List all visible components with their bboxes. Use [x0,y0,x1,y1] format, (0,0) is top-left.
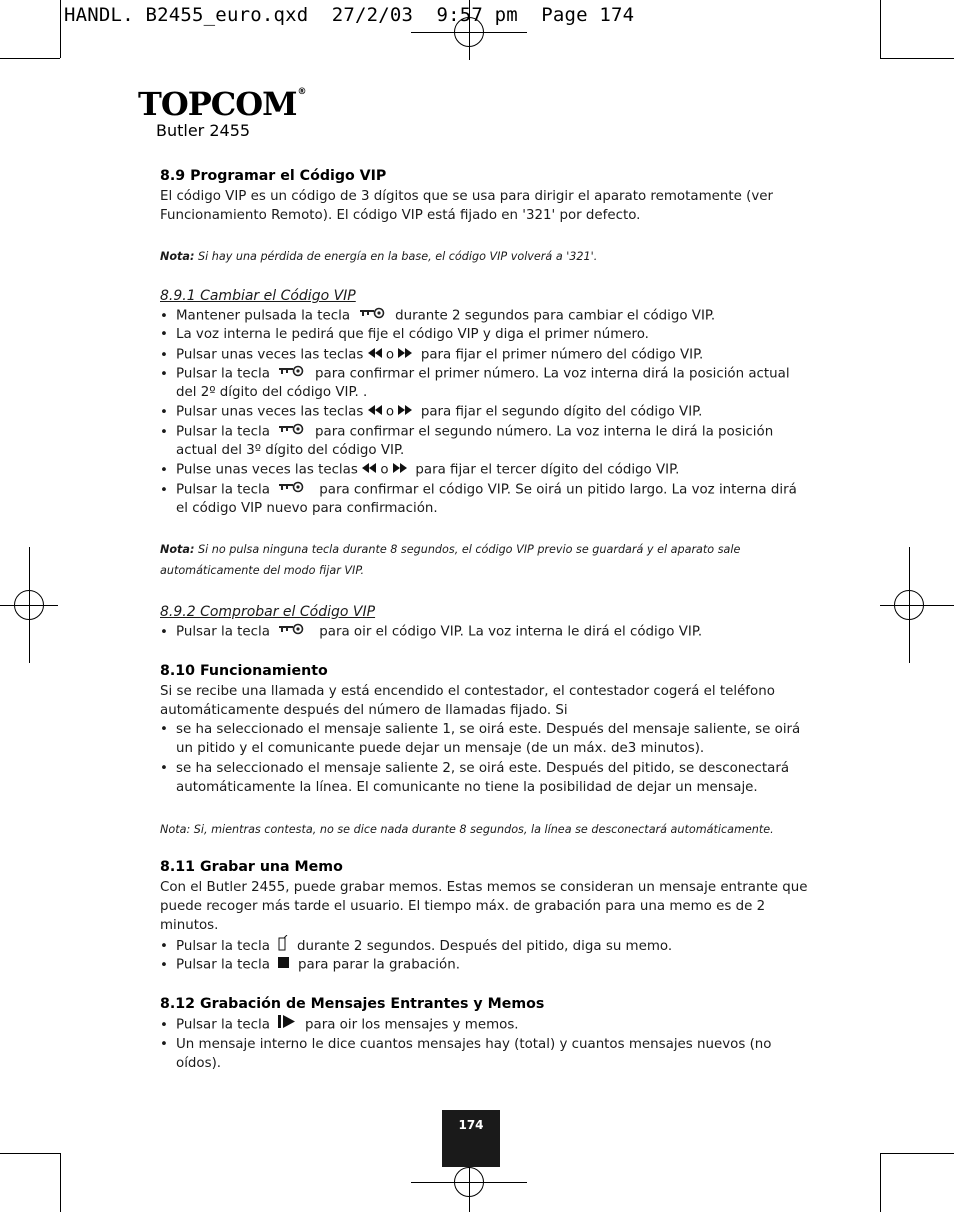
list-item: • Pulsar la tecla para confirmar el primer número. La voz interna dirá la posición actual [160,364,790,384]
memo-icon [278,935,288,957]
list-item: • Un mensaje interno le dice cuantos mensajes hay (total) y cuantos mensajes nuevos (no [160,1037,772,1052]
list-item: • Pulsar la tecla para oir los mensajes y memos. [160,1015,519,1035]
section-8-9-2-heading: 8.9.2 Comprobar el Código VIP [160,604,376,620]
note: Nota: Si, mientras contesta, no se dice nada durante 8 segundos, la línea se desconectará automáticamente. [160,823,774,836]
section-8-9-1-heading: 8.9.1 Cambiar el Código VIP [160,288,356,304]
paragraph: minutos. [160,918,219,933]
list-item-continuation: del 2º dígito del código VIP. . [176,385,368,400]
list-item-continuation: oídos). [176,1056,222,1071]
key-icon [359,306,387,325]
section-8-11-heading: 8.11 Grabar una Memo [160,859,343,875]
list-item: • Pulse unas veces las teclas o para fijar el tercer dígito del código VIP. [160,460,679,480]
play-icon [278,1015,296,1034]
key-icon [278,364,306,383]
topcom-logo [138,85,306,123]
print-slug: HANDL. B2455_euro.qxd 27/2/03 9:57 pm Page 174 [64,4,635,26]
list-item: • Pulsar unas veces las teclas o para fijar el primer número del código VIP. [160,345,703,365]
rewind-icon [362,460,376,479]
list-item: • se ha seleccionado el mensaje saliente 1, se oirá este. Después del mensaje saliente, se oirá [160,722,801,737]
note-label: Nota: [160,543,195,556]
fast-forward-icon [393,460,407,479]
paragraph: Funcionamiento Remoto). El código VIP está fijado en '321' por defecto. [160,208,641,223]
list-item: • La voz interna le pedirá que fije el código VIP y diga el primer número. [160,327,649,342]
paragraph: Con el Butler 2455, puede grabar memos. Estas memos se consideran un mensaje entrante que [160,880,808,895]
note-text: Si hay una pérdida de energía en la base, el código VIP volverá a '321'. [194,250,598,263]
stop-icon [278,955,289,974]
list-item: • Pulsar la tecla para confirmar el segundo número. La voz interna le dirá la posición [160,422,773,442]
list-item: • Pulsar la tecla para parar la grabación. [160,955,460,975]
key-icon [278,422,306,441]
list-item: • Pulsar la tecla para oir el código VIP. La voz interna le dirá el código VIP. [160,622,702,642]
paragraph: Si se recibe una llamada y está encendido el contestador, el contestador cogerá el teléfono [160,684,775,699]
list-item-continuation: actual del 3º dígito del código VIP. [176,443,405,458]
list-item: • se ha seleccionado el mensaje saliente 2, se oirá este. Después del pitido, se desconectará [160,761,790,776]
rewind-icon [368,345,382,364]
rewind-icon [368,402,382,421]
list-item-continuation: automáticamente la línea. El comunicante no tiene la posibilidad de dejar un mensaje. [176,780,758,795]
page-number: 174 [442,1110,500,1167]
registered-mark: ® [297,87,306,97]
paragraph: El código VIP es un código de 3 dígitos que se usa para dirigir el aparato remotamente (ver [160,189,773,204]
product-name: Butler 2455 [156,121,251,140]
list-item-continuation: un pitido y el comunicante puede dejar un mensaje (de un máx. de3 minutos). [176,741,705,756]
note [160,540,740,559]
list-item: • Pulsar la tecla durante 2 segundos. Después del pitido, diga su memo. [160,935,672,957]
key-icon [278,622,306,641]
fast-forward-icon [398,345,412,364]
key-icon [278,480,306,499]
logo-text: TOPCOM [138,85,297,123]
note-continuation: automáticamente del modo fijar VIP. [160,564,365,577]
paragraph: automáticamente después del número de llamadas fijado. Si [160,703,568,718]
paragraph: puede recoger más tarde el usuario. El tiempo máx. de grabación para una memo es de 2 [160,899,766,914]
note [160,247,597,266]
section-8-9-heading: 8.9 Programar el Código VIP [160,168,387,184]
section-8-10-heading: 8.10 Funcionamiento [160,663,328,679]
section-8-12-heading: 8.12 Grabación de Mensajes Entrantes y Memos [160,996,545,1012]
fast-forward-icon [398,402,412,421]
list-item-continuation: el código VIP nuevo para confirmación. [176,501,438,516]
list-item: • Pulsar la tecla para confirmar el código VIP. Se oirá un pitido largo. La voz interna dirá [160,480,797,500]
list-item: • Pulsar unas veces las teclas o para fijar el segundo dígito del código VIP. [160,402,702,422]
note-text: Si no pulsa ninguna tecla durante 8 segundos, el código VIP previo se guardará y el aparato sale [194,543,741,556]
note-label: Nota: [160,250,195,263]
list-item: • Mantener pulsada la tecla durante 2 segundos para cambiar el código VIP. [160,306,715,326]
